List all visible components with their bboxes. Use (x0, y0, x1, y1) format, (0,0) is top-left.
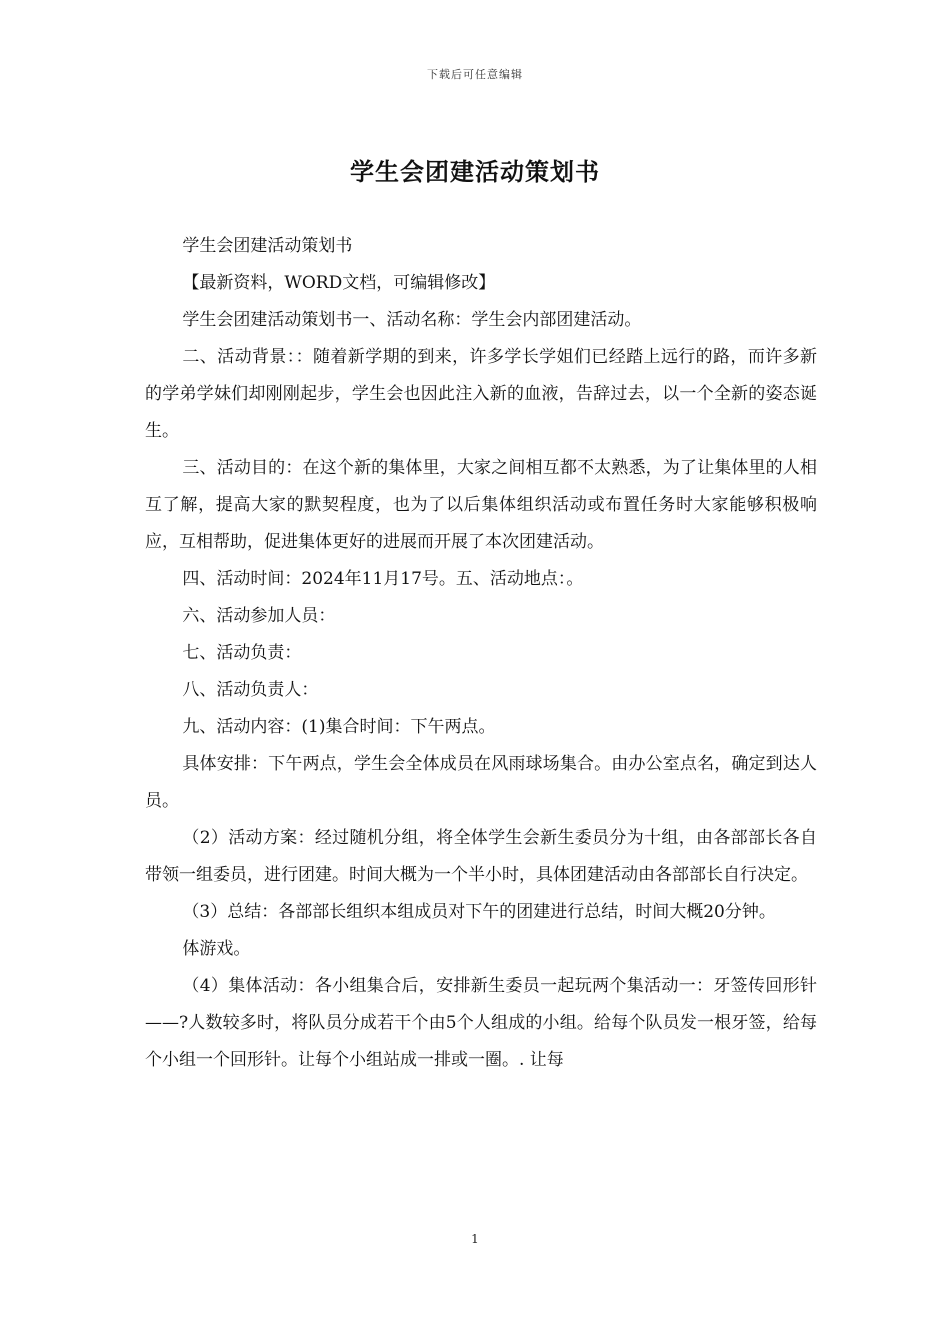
paragraph-note: 【最新资料，WORD文档，可编辑修改】 (182, 273, 496, 293)
paragraph-summary: （3）总结：各部部长组织本组成员对下午的团建进行总结，时间大概20分钟。 (182, 902, 776, 922)
page-header: 下载后可任意编辑 (427, 68, 523, 81)
paragraph-participants: 六、活动参加人员： (182, 606, 336, 626)
page-number: 1 (471, 1232, 479, 1246)
paragraph-plan: （2）活动方案：经过随机分组，将全体学生会新生委员分为十组，由各部部长各自带领一组委员，进行团建。时间大概为一个半小时，具体团建活动由各部部长自行决定。 (145, 828, 817, 885)
paragraph-group-activity: （4）集体活动：各小组集合后，安排新生委员一起玩两个集活动一：牙签传回形针——?人数较多时，将队员分成若干个由5个人组成的小组。给每个队员发一根牙签，给每个小组一个回形针。让每个小组站成一排或一圈。. 让每 (145, 976, 817, 1070)
paragraph-activity-name: 学生会团建活动策划书一、活动名称：学生会内部团建活动。 (182, 310, 642, 330)
paragraph-purpose: 三、活动目的：在这个新的集体里，大家之间相互都不太熟悉，为了让集体里的人相互了解，提高大家的默契程度，也为了以后集体组织活动或布置任务时大家能够积极响应，互相帮助，促进集体更好的进展而开展了本次团建活动。 (145, 458, 817, 552)
paragraph-responsible-person: 八、活动负责人： (182, 680, 319, 700)
paragraph-time-location: 四、活动时间：2024年11月17号。五、活动地点：。 (182, 569, 584, 589)
paragraph-background: 二、活动背景：：随着新学期的到来，许多学长学姐们已经踏上远行的路，而许多新的学弟学妹们却刚刚起步，学生会也因此注入新的血液，告辞过去，以一个全新的姿态诞生。 (145, 347, 817, 441)
document-title: 学生会团建活动策划书 (350, 157, 600, 186)
paragraph-arrangement: 具体安排：下午两点，学生会全体成员在风雨球场集合。由办公室点名，确定到达人员。 (145, 754, 817, 811)
paragraph-content: 九、活动内容：(1)集合时间：下午两点。 (182, 717, 496, 737)
paragraph-subtitle: 学生会团建活动策划书 (182, 236, 353, 256)
document-body (145, 228, 817, 1079)
paragraph-responsible: 七、活动负责： (182, 643, 302, 663)
paragraph-games: 体游戏。 (182, 939, 251, 959)
